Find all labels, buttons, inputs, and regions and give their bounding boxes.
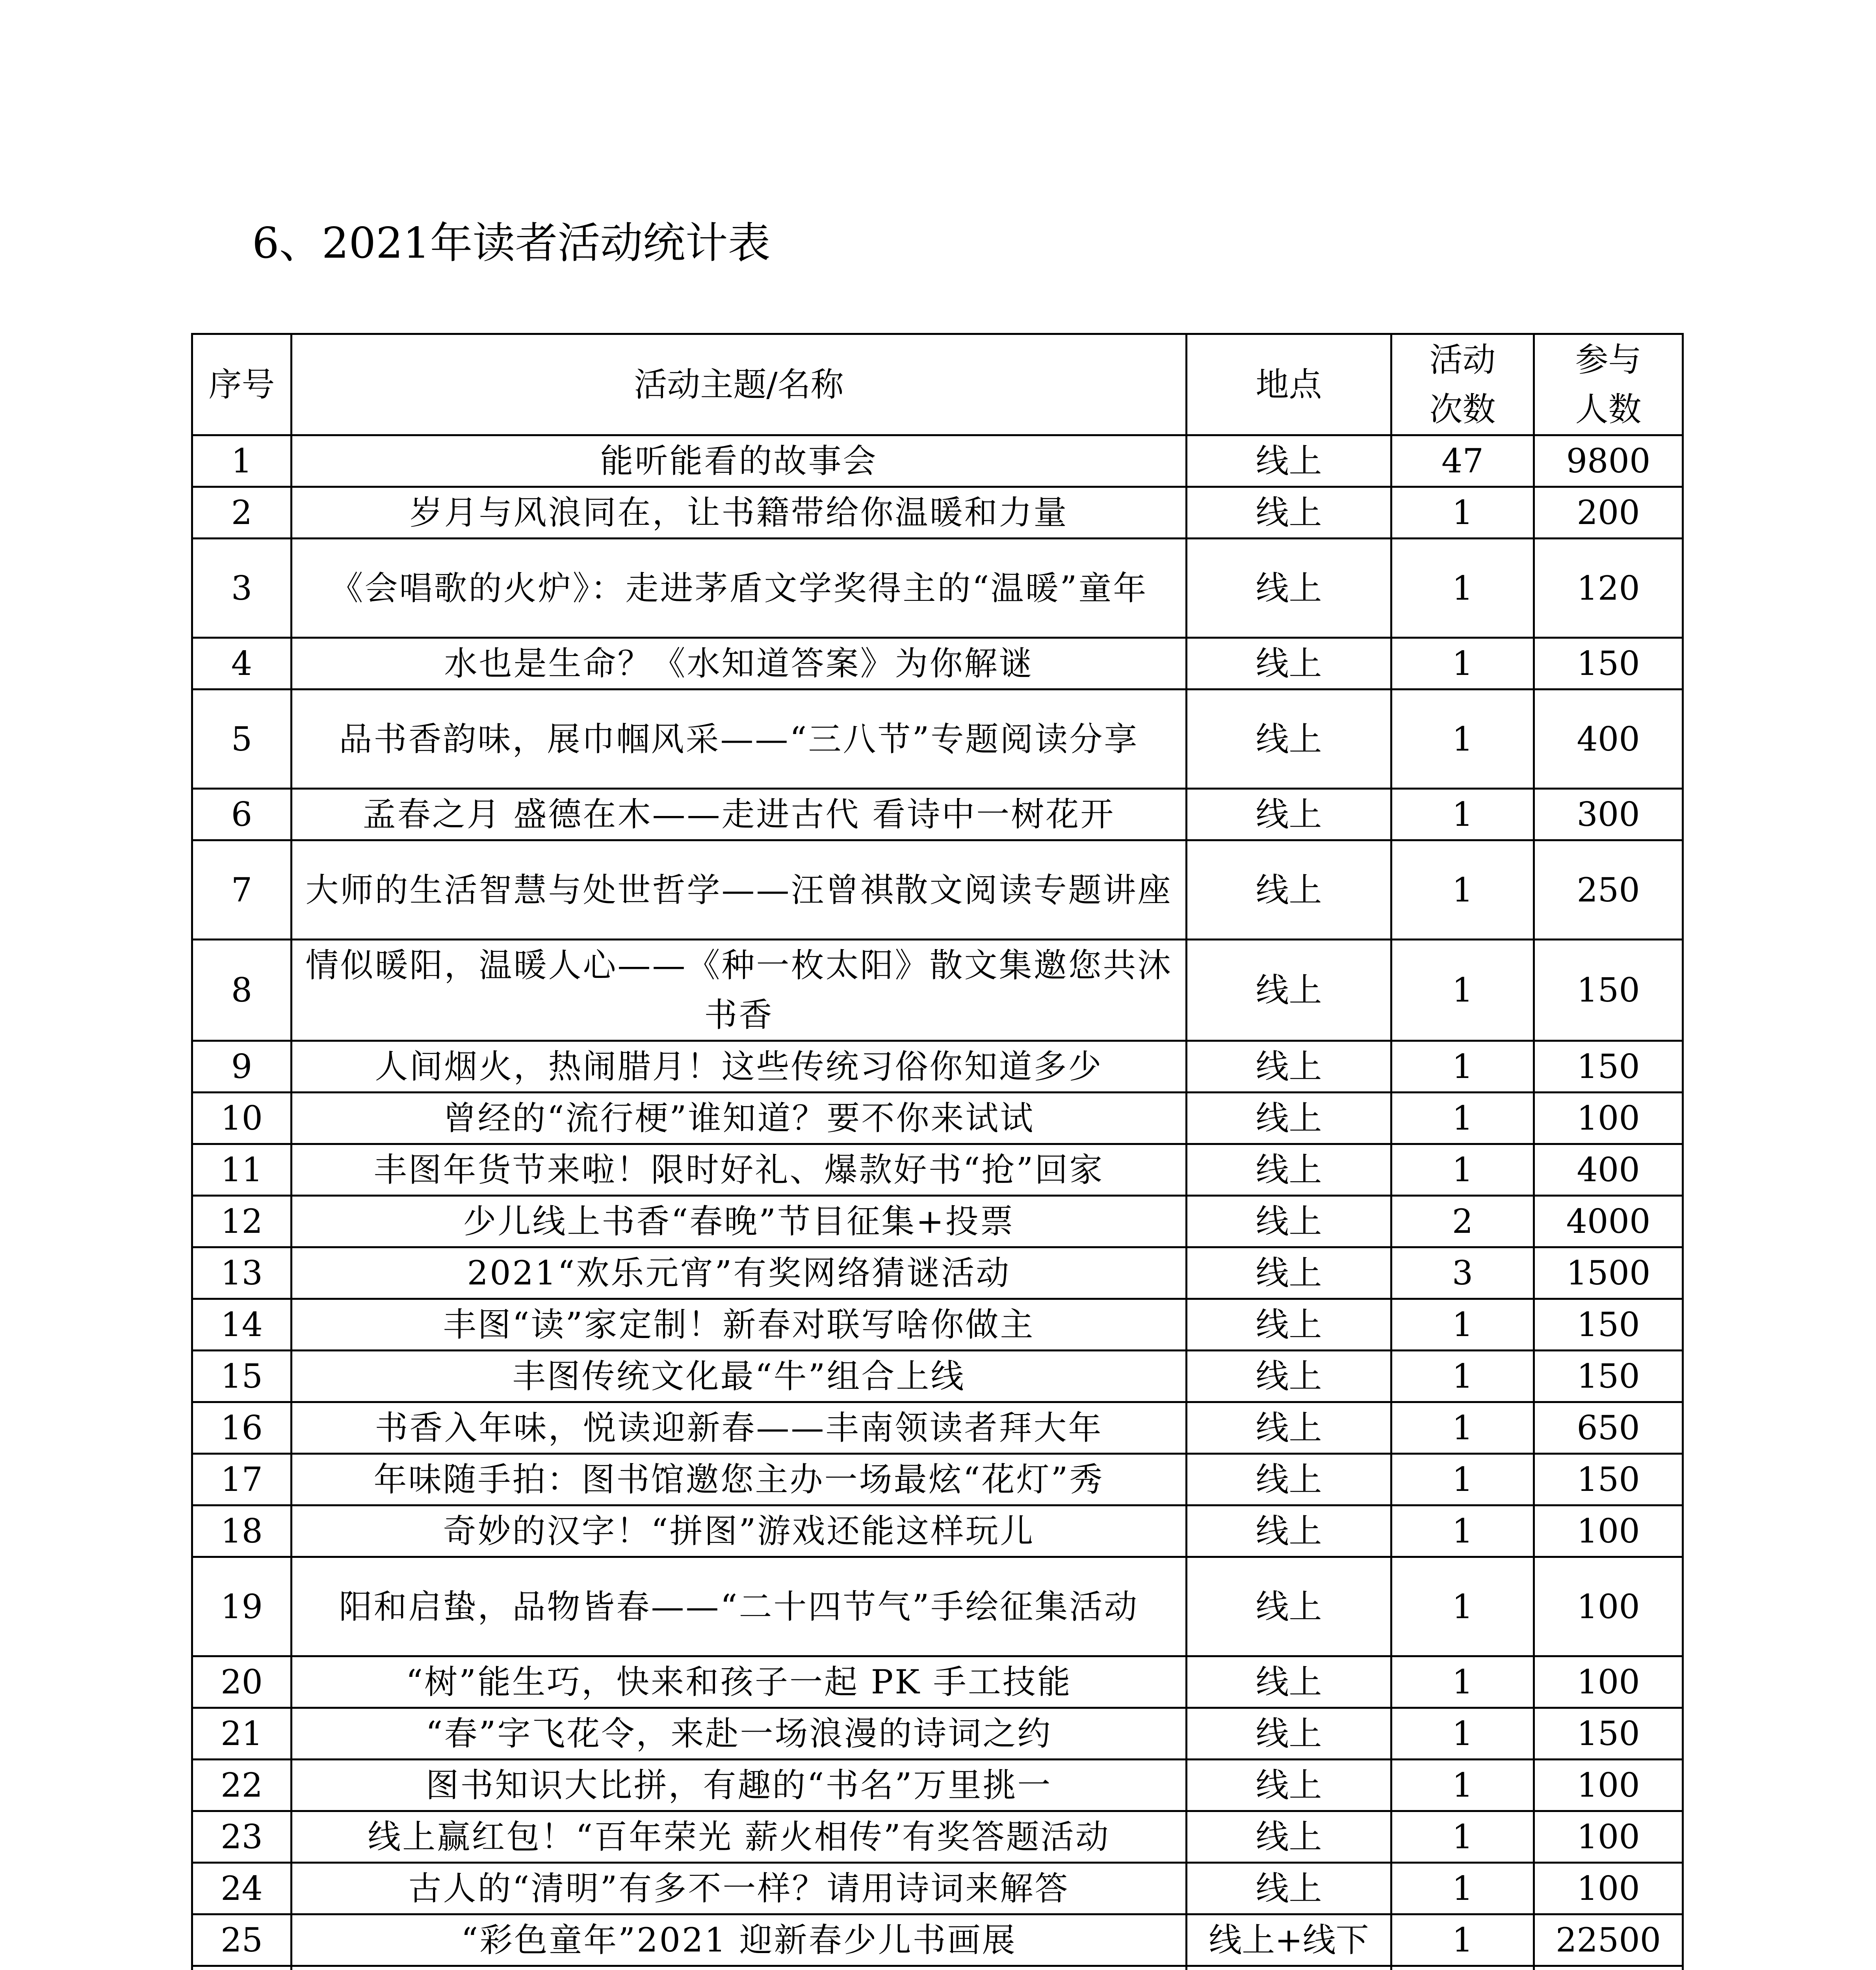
row-seq: 3 [192,539,292,638]
header-people-line2: 人数 [1575,390,1642,429]
header-people [1534,334,1683,435]
table-row [192,840,1683,940]
row-activity-name: 水也是生命？《水知道答案》为你解谜 [292,638,1187,690]
row-activity-name: 能听能看的故事会 [292,435,1187,487]
row-activity-name: 丰图“读”家定制！新春对联写啥你做主 [292,1299,1187,1351]
table-row [192,1196,1683,1247]
row-participants: 120 [1534,539,1683,638]
row-times: 1 [1391,1656,1534,1708]
row-times: 1 [1391,1144,1534,1196]
row-seq: 6 [192,789,292,840]
table-row [192,1708,1683,1760]
row-activity-name: 丰图年货节来啦！限时好礼、爆款好书“抢”回家 [292,1144,1187,1196]
table-row [192,1093,1683,1144]
row-location: 线上 [1187,539,1391,638]
row-seq: 13 [192,1247,292,1299]
row-times: 1 [1391,1811,1534,1863]
row-participants: 250 [1534,840,1683,940]
row-activity-name: 古人的“清明”有多不一样？请用诗词来解答 [292,1863,1187,1914]
table-row [192,1966,1683,1970]
table-row [192,539,1683,638]
row-activity-name: 丰图传统文化最“牛”组合上线 [292,1351,1187,1402]
row-location: 线上 [1187,1505,1391,1557]
row-seq: 4 [192,638,292,690]
page-title: 6、2021年读者活动统计表 [252,219,771,268]
row-seq: 14 [192,1299,292,1351]
row-participants: 300 [1534,789,1683,840]
row-seq: 7 [192,840,292,940]
row-participants [1534,1966,1683,1970]
header-people-line1: 参与 [1575,340,1642,379]
row-times: 2 [1391,1196,1534,1247]
row-participants: 150 [1534,1041,1683,1093]
table-row [192,435,1683,487]
row-times: 1 [1391,1557,1534,1656]
row-activity-name: 线上赢红包！“百年荣光 薪火相传”有奖答题活动 [292,1811,1187,1863]
row-seq: 17 [192,1454,292,1505]
row-activity-name: 年味随手拍：图书馆邀您主办一场最炫“花灯”秀 [292,1454,1187,1505]
row-location: 线上 [1187,1760,1391,1811]
row-location: 线上 [1187,1708,1391,1760]
row-seq: 10 [192,1093,292,1144]
row-times: 1 [1391,1708,1534,1760]
row-participants: 150 [1534,1454,1683,1505]
header-times-line2: 次数 [1429,390,1496,429]
row-seq: 20 [192,1656,292,1708]
row-participants: 200 [1534,487,1683,539]
row-seq: 1 [192,435,292,487]
row-seq: 8 [192,940,292,1041]
row-seq: 19 [192,1557,292,1656]
row-seq: 24 [192,1863,292,1914]
row-seq: 11 [192,1144,292,1196]
row-activity-name: 《会唱歌的火炉》：走进茅盾文学奖得主的“温暖”童年 [292,539,1187,638]
row-participants: 150 [1534,1351,1683,1402]
row-times: 1 [1391,940,1534,1041]
row-times: 1 [1391,487,1534,539]
row-times: 1 [1391,1914,1534,1966]
table-row [192,789,1683,840]
row-location: 线上 [1187,1863,1391,1914]
row-location: 线上 [1187,1454,1391,1505]
row-location: 线上 [1187,487,1391,539]
row-times: 1 [1391,638,1534,690]
row-activity-name: “春”字飞花令，来赴一场浪漫的诗词之约 [292,1708,1187,1760]
row-seq: 25 [192,1914,292,1966]
row-participants: 100 [1534,1505,1683,1557]
row-location: 线上 [1187,1811,1391,1863]
header-name: 活动主题/名称 [292,334,1187,435]
row-times: 1 [1391,840,1534,940]
row-activity-name: 奇妙的汉字！“拼图”游戏还能这样玩儿 [292,1505,1187,1557]
row-location: 线上 [1187,1196,1391,1247]
row-times [1391,1966,1534,1970]
row-times: 1 [1391,1863,1534,1914]
row-seq: 18 [192,1505,292,1557]
row-activity-name: 2021“欢乐元宵”有奖网络猜谜活动 [292,1247,1187,1299]
row-seq [192,1966,292,1970]
row-location: 线上 [1187,1093,1391,1144]
row-times: 47 [1391,435,1534,487]
row-participants: 150 [1534,1708,1683,1760]
row-activity-name: 品书香韵味，展巾帼风采——“三八节”专题阅读分享 [292,690,1187,789]
table-row [192,638,1683,690]
header-row [192,334,1683,435]
row-activity-name: 岁月与风浪同在，让书籍带给你温暖和力量 [292,487,1187,539]
table-row [192,1144,1683,1196]
row-times: 1 [1391,1505,1534,1557]
table-row [192,1402,1683,1454]
row-times: 1 [1391,1402,1534,1454]
row-seq: 9 [192,1041,292,1093]
row-location: 线上 [1187,1402,1391,1454]
row-seq: 15 [192,1351,292,1402]
table-row [192,1299,1683,1351]
row-activity-name: “树”能生巧，快来和孩子一起 PK 手工技能 [292,1656,1187,1708]
row-activity-name: 曾经的“流行梗”谁知道？要不你来试试 [292,1093,1187,1144]
row-location: 线上 [1187,1041,1391,1093]
table-row [192,1351,1683,1402]
row-participants: 400 [1534,690,1683,789]
row-location: 线上 [1187,1144,1391,1196]
table-row [192,1557,1683,1656]
row-location: 线上+线下 [1187,1914,1391,1966]
row-participants: 22500 [1534,1914,1683,1966]
row-times: 1 [1391,539,1534,638]
table-row [192,940,1683,1041]
header-location: 地点 [1187,334,1391,435]
row-times: 1 [1391,1041,1534,1093]
row-seq: 16 [192,1402,292,1454]
row-participants: 9800 [1534,435,1683,487]
row-seq: 2 [192,487,292,539]
row-location: 线上 [1187,1247,1391,1299]
table-row [192,690,1683,789]
row-seq: 5 [192,690,292,789]
row-participants: 400 [1534,1144,1683,1196]
row-participants: 150 [1534,638,1683,690]
row-participants: 100 [1534,1656,1683,1708]
row-location: 线上 [1187,435,1391,487]
table-row [192,1914,1683,1966]
row-location: 线上 [1187,1656,1391,1708]
row-activity-name: 人间烟火，热闹腊月！这些传统习俗你知道多少 [292,1041,1187,1093]
row-location: 线上 [1187,1299,1391,1351]
row-times: 1 [1391,1454,1534,1505]
row-participants: 4000 [1534,1196,1683,1247]
header-times [1391,334,1534,435]
table-header [192,334,1683,435]
row-activity-name [292,1966,1187,1970]
activity-stats-table [191,333,1684,1970]
row-seq: 12 [192,1196,292,1247]
row-participants: 1500 [1534,1247,1683,1299]
row-location: 线上 [1187,789,1391,840]
header-times-line1: 活动 [1429,340,1496,379]
table-row [192,1760,1683,1811]
row-times: 1 [1391,1351,1534,1402]
row-activity-name: 书香入年味，悦读迎新春——丰南领读者拜大年 [292,1402,1187,1454]
row-times: 3 [1391,1247,1534,1299]
row-activity-name: 少儿线上书香“春晚”节目征集+投票 [292,1196,1187,1247]
table-body [192,435,1683,1970]
row-location [1187,1966,1391,1970]
row-participants: 100 [1534,1863,1683,1914]
row-participants: 100 [1534,1760,1683,1811]
row-activity-name: 孟春之月 盛德在木——走进古代 看诗中一树花开 [292,789,1187,840]
table-row [192,487,1683,539]
row-activity-name: 大师的生活智慧与处世哲学——汪曾祺散文阅读专题讲座 [292,840,1187,940]
row-participants: 150 [1534,1299,1683,1351]
row-location: 线上 [1187,1351,1391,1402]
row-activity-name: 情似暖阳，温暖人心——《种一枚太阳》散文集邀您共沐书香 [292,940,1187,1041]
row-seq: 23 [192,1811,292,1863]
row-location: 线上 [1187,638,1391,690]
row-seq: 22 [192,1760,292,1811]
row-seq: 21 [192,1708,292,1760]
row-participants: 100 [1534,1811,1683,1863]
row-times: 1 [1391,690,1534,789]
row-participants: 100 [1534,1093,1683,1144]
table-row [192,1247,1683,1299]
row-times: 1 [1391,1299,1534,1351]
table-row [192,1811,1683,1863]
row-participants: 150 [1534,940,1683,1041]
row-participants: 100 [1534,1557,1683,1656]
row-activity-name: 阳和启蛰，品物皆春——“二十四节气”手绘征集活动 [292,1557,1187,1656]
row-location: 线上 [1187,690,1391,789]
table-row [192,1505,1683,1557]
table-row [192,1656,1683,1708]
row-participants: 650 [1534,1402,1683,1454]
row-times: 1 [1391,1093,1534,1144]
row-activity-name: “彩色童年”2021 迎新春少儿书画展 [292,1914,1187,1966]
row-activity-name: 图书知识大比拼，有趣的“书名”万里挑一 [292,1760,1187,1811]
row-location: 线上 [1187,940,1391,1041]
row-location: 线上 [1187,1557,1391,1656]
row-times: 1 [1391,1760,1534,1811]
table-row [192,1454,1683,1505]
table-row [192,1863,1683,1914]
header-seq: 序号 [192,334,292,435]
row-times: 1 [1391,789,1534,840]
row-location: 线上 [1187,840,1391,940]
table-row [192,1041,1683,1093]
